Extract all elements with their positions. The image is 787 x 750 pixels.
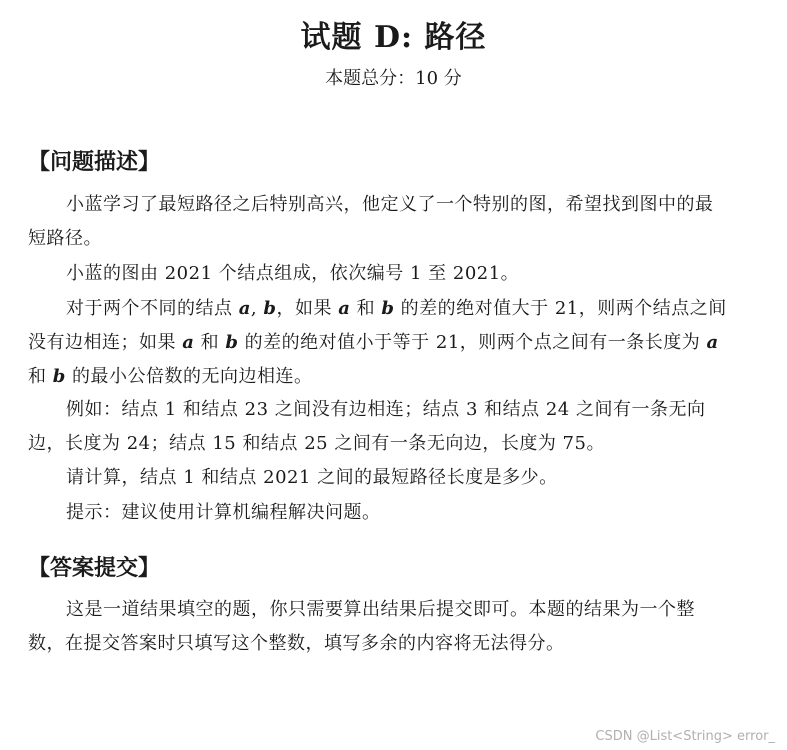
var-b: b	[263, 298, 277, 319]
var-a: a	[238, 298, 251, 319]
watermark: CSDN @List<String> error_	[595, 729, 775, 744]
var-b: b	[52, 366, 66, 387]
var-a: a	[338, 298, 351, 319]
p3-text: 和	[350, 298, 382, 319]
page-title: 试题 D: 路径	[300, 20, 487, 55]
problem-paragraph-4: 例如：结点 1 和结点 23 之间没有边相连；结点 3 和结点 24 之间有一条无向边，长度为 24；结点 15 和结点 25 之间有一条无向边，长度为 75。	[28, 399, 706, 454]
var-a: a	[706, 332, 719, 353]
p3-text: 对于两个不同的结点	[66, 298, 239, 319]
var-a: a	[182, 332, 195, 353]
p3-text: 和	[28, 366, 53, 387]
p3-text: 的差的绝对值小于等于 21，则两个点之间有一条长度为	[238, 332, 707, 353]
problem-paragraph-5: 请计算，结点 1 和结点 2021 之间的最短路径长度是多少。	[66, 467, 558, 488]
p3-text: 和	[194, 332, 226, 353]
var-b: b	[225, 332, 239, 353]
p3-text: ,	[250, 298, 264, 319]
problem-paragraph-2: 小蓝的图由 2021 个结点组成，依次编号 1 至 2021。	[66, 263, 520, 284]
p3-text: ，如果	[276, 298, 339, 319]
var-b: b	[381, 298, 395, 319]
problem-paragraph-6: 提示：建议使用计算机编程解决问题。	[66, 502, 381, 523]
p3-text: 的最小公倍数的无向边相连。	[65, 366, 313, 387]
answer-paragraph: 这是一道结果填空的题，你只需要算出结果后提交即可。本题的结果为一个整数，在提交答案时只填写这个整数，填写多余的内容将无法得分。	[28, 599, 695, 654]
problem-paragraph-3	[28, 292, 728, 394]
answer-heading: 【答案提交】	[28, 556, 161, 581]
score-line: 本题总分：10 分	[325, 68, 462, 89]
problem-heading: 【问题描述】	[28, 150, 161, 175]
p3-text: 的差的绝对值大于 21，则两个结点之间没有边相连；如果	[28, 298, 727, 353]
problem-paragraph-1: 小蓝学习了最短路径之后特别高兴，他定义了一个特别的图，希望找到图中的最短路径。	[28, 194, 714, 249]
